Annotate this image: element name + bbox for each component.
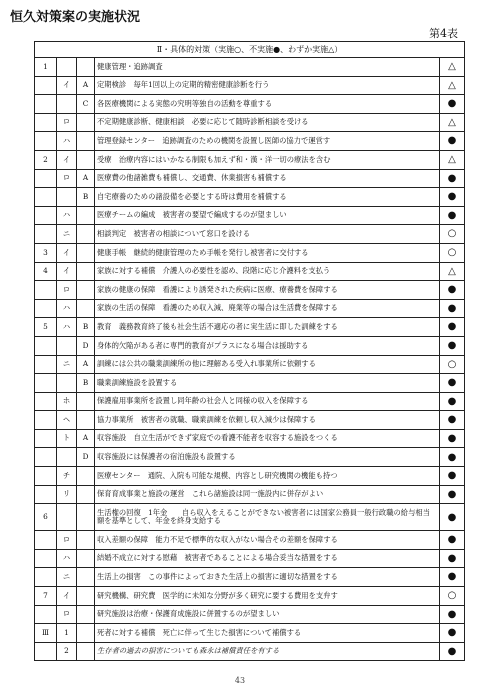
section-number-cell [35, 95, 57, 114]
measure-description-cell: 生活上の損害 この事件によっておきた生活上の損害に適切な措置をする [95, 568, 440, 587]
section-number-cell: Ⅲ [35, 624, 57, 643]
sub-item-cell [77, 642, 95, 661]
item-letter-cell: 1 [57, 624, 77, 643]
status-mark-cell: ○ [440, 587, 465, 606]
section-number-cell [35, 605, 57, 624]
item-letter-cell: ハ [57, 132, 77, 151]
status-mark-cell: ● [440, 299, 465, 318]
status-mark-cell: ● [440, 336, 465, 355]
status-mark-cell: ● [440, 188, 465, 207]
section-number-cell [35, 642, 57, 661]
section-number-cell [35, 281, 57, 300]
item-letter-cell: ヘ [57, 411, 77, 430]
item-letter-cell [57, 336, 77, 355]
section-number-cell [35, 429, 57, 448]
section-number-cell [35, 76, 57, 95]
sub-item-cell: C [77, 95, 95, 114]
item-letter-cell: ロ [57, 169, 77, 188]
table-row [35, 355, 465, 374]
item-letter-cell: ニ [57, 568, 77, 587]
measure-description-cell: 家族の健康の保障 看護により誘発された疾病に医療、療養費を保障する [95, 281, 440, 300]
measure-description-cell: 職業訓練施設を設置する [95, 374, 440, 393]
sub-item-cell [77, 299, 95, 318]
item-letter-cell [57, 95, 77, 114]
measure-description-cell: 医療費の他諸雑費も補償し、交通費、休業損害も補償する [95, 169, 440, 188]
measure-description-cell: 生存者の過去の損害についても森永は補償責任を有する [95, 642, 440, 661]
item-letter-cell: ハ [57, 206, 77, 225]
sub-item-cell: A [77, 355, 95, 374]
item-letter-cell: ハ [57, 549, 77, 568]
item-letter-cell [57, 188, 77, 207]
item-letter-cell: ニ [57, 355, 77, 374]
section-number-cell [35, 374, 57, 393]
item-letter-cell: ロ [57, 281, 77, 300]
section-number-cell [35, 336, 57, 355]
table-row [35, 549, 465, 568]
table-row [35, 624, 465, 643]
sub-item-cell [77, 113, 95, 132]
sub-item-cell [77, 624, 95, 643]
sub-item-cell: B [77, 188, 95, 207]
measure-description-cell: 各医療機関による実態の究明等独自の活動を尊重する [95, 95, 440, 114]
item-letter-cell: チ [57, 467, 77, 486]
item-letter-cell: ロ [57, 531, 77, 550]
item-letter-cell: ハ [57, 318, 77, 337]
table-header: Ⅱ・具体的対策（実施○、不実施●、わずか実施△） [35, 42, 465, 58]
sub-item-cell [77, 485, 95, 504]
item-letter-cell: イ [57, 150, 77, 169]
section-number-cell [35, 485, 57, 504]
status-mark-cell: ● [440, 485, 465, 504]
status-mark-cell: ● [440, 374, 465, 393]
section-number-cell: 2 [35, 150, 57, 169]
status-mark-cell: ● [440, 531, 465, 550]
measure-description-cell: 管理登録センター 追跡調査のための機関を設置し医師の協力で運営す [95, 132, 440, 151]
sub-item-cell: D [77, 448, 95, 467]
item-letter-cell: リ [57, 485, 77, 504]
sub-item-cell [77, 549, 95, 568]
sub-item-cell [77, 262, 95, 281]
status-mark-cell: ● [440, 392, 465, 411]
status-mark-cell: ● [440, 206, 465, 225]
status-mark-cell: ● [440, 549, 465, 568]
item-letter-cell: 2 [57, 642, 77, 661]
section-number-cell [35, 411, 57, 430]
table-row [35, 531, 465, 550]
table-row [35, 281, 465, 300]
section-number-cell [35, 467, 57, 486]
sub-item-cell [77, 243, 95, 262]
section-number-cell [35, 113, 57, 132]
measure-description-cell: 相談判定 被害者の相談について窓口を設ける [95, 225, 440, 244]
measures-table [34, 41, 465, 661]
item-letter-cell: ト [57, 429, 77, 448]
measure-description-cell: 教育 義務教育終了後も社会生活不適応の者に実生活に即した訓練をする [95, 318, 440, 337]
status-mark-cell: ● [440, 642, 465, 661]
table-row [35, 568, 465, 587]
sub-item-cell [77, 132, 95, 151]
section-number-cell [35, 299, 57, 318]
sub-item-cell: B [77, 318, 95, 337]
status-mark-cell: ● [440, 281, 465, 300]
item-letter-cell: イ [57, 76, 77, 95]
table-row [35, 318, 465, 337]
item-letter-cell: ニ [57, 225, 77, 244]
sub-item-cell [77, 206, 95, 225]
measure-description-cell: 結婚不成立に対する慰藉 被害者であることによる場合妥当な措置をする [95, 549, 440, 568]
measure-description-cell: 家族に対する補償 介護人の必要性を認め、段階に応じ介護料を支払う [95, 262, 440, 281]
item-letter-cell [57, 448, 77, 467]
sub-item-cell [77, 225, 95, 244]
status-mark-cell: △ [440, 262, 465, 281]
sub-item-cell: A [77, 169, 95, 188]
status-mark-cell: ● [440, 605, 465, 624]
item-letter-cell: イ [57, 262, 77, 281]
item-letter-cell [57, 374, 77, 393]
measure-description-cell: 保育育成事業と施設の運営 これら諸施設は同一施設内に併存がよい [95, 485, 440, 504]
table-row [35, 336, 465, 355]
measure-description-cell: 定期検診 毎年1回以上の定期的精密健康診断を行う [95, 76, 440, 95]
sub-item-cell [77, 58, 95, 77]
item-letter-cell: ロ [57, 605, 77, 624]
status-mark-cell: ● [440, 169, 465, 188]
measure-description-cell: 健康管理・追跡調査 [95, 58, 440, 77]
table-row [35, 374, 465, 393]
table-row [35, 392, 465, 411]
table-row [35, 113, 465, 132]
page-title: 恒久対策案の実施状況 [10, 10, 141, 25]
sub-item-cell [77, 467, 95, 486]
table-row [35, 299, 465, 318]
sub-item-cell [77, 392, 95, 411]
table-row [35, 605, 465, 624]
section-number-cell [35, 392, 57, 411]
section-number-cell: 4 [35, 262, 57, 281]
table-row [35, 504, 465, 531]
status-mark-cell: △ [440, 76, 465, 95]
table-row [35, 262, 465, 281]
status-mark-cell: △ [440, 150, 465, 169]
section-number-cell: 7 [35, 587, 57, 606]
measure-description-cell: 不定期健康診断、健康相談 必要に応じて随時診断相談を受ける [95, 113, 440, 132]
status-mark-cell: ● [440, 411, 465, 430]
section-number-cell [35, 225, 57, 244]
page-number: 43 [234, 676, 246, 685]
sub-item-cell [77, 150, 95, 169]
table-row [35, 411, 465, 430]
section-number-cell [35, 568, 57, 587]
status-mark-cell: ● [440, 504, 465, 531]
section-number-cell: 6 [35, 504, 57, 531]
section-number-cell [35, 132, 57, 151]
table-row [35, 95, 465, 114]
status-mark-cell: ○ [440, 355, 465, 374]
section-number-cell [35, 206, 57, 225]
table-row [35, 58, 465, 77]
table-header-row [35, 42, 465, 58]
table-row [35, 206, 465, 225]
sub-item-cell: A [77, 429, 95, 448]
measure-description-cell: 研究機構、研究費 医学的に未知な分野が多く研究に要する費用を支弁す [95, 587, 440, 606]
table-row [35, 429, 465, 448]
sub-item-cell [77, 411, 95, 430]
measure-description-cell: 医療センター 通院、入院も可能な規模、内容とし研究機関の機能も持つ [95, 467, 440, 486]
status-mark-cell: △ [440, 58, 465, 77]
status-mark-cell: ● [440, 95, 465, 114]
measure-description-cell: 死者に対する補償 死亡に伴って生じた損害について補償する [95, 624, 440, 643]
table-row [35, 467, 465, 486]
sub-item-cell: B [77, 374, 95, 393]
section-number-cell: 5 [35, 318, 57, 337]
table-row [35, 76, 465, 95]
table-row [35, 243, 465, 262]
table-row [35, 150, 465, 169]
sub-item-cell [77, 587, 95, 606]
sub-item-cell [77, 568, 95, 587]
table-row [35, 587, 465, 606]
measure-description-cell: 健康手帳 継続的健康管理のため手帳を発行し被害者に交付する [95, 243, 440, 262]
measure-description-cell: 協力事業所 被害者の就職、職業訓練を依頼し収入減少は保障する [95, 411, 440, 430]
measure-description-cell: 収容施設 自立生活ができず家庭での看護不能者を収容する施設をつくる [95, 429, 440, 448]
status-mark-cell: ● [440, 624, 465, 643]
section-number-cell: 3 [35, 243, 57, 262]
sub-item-cell [77, 531, 95, 550]
measure-description-cell: 収入差額の保障 能力不足で標準的な収入がない場合その差額を保障する [95, 531, 440, 550]
table-row [35, 485, 465, 504]
measure-description-cell: 身体的欠陥がある者に専門的教育がプラスになる場合は援助する [95, 336, 440, 355]
item-letter-cell: イ [57, 243, 77, 262]
sub-item-cell [77, 281, 95, 300]
status-mark-cell: ● [440, 467, 465, 486]
sub-item-cell: D [77, 336, 95, 355]
item-letter-cell: ロ [57, 113, 77, 132]
status-mark-cell: ● [440, 318, 465, 337]
section-number-cell [35, 448, 57, 467]
measure-description-cell: 自宅療養のための諸設備を必要とする時は費用を補償する [95, 188, 440, 207]
item-letter-cell [57, 58, 77, 77]
measure-description-cell: 保護雇用事業所を設置し同年齢の社会人と同様の収入を保障する [95, 392, 440, 411]
item-letter-cell: ホ [57, 392, 77, 411]
item-letter-cell: ハ [57, 299, 77, 318]
table-row [35, 188, 465, 207]
table-row [35, 642, 465, 661]
section-number-cell [35, 188, 57, 207]
table-number: 第4表 [429, 27, 458, 40]
section-number-cell [35, 169, 57, 188]
table-row [35, 225, 465, 244]
status-mark-cell: ● [440, 132, 465, 151]
section-number-cell: 1 [35, 58, 57, 77]
status-mark-cell: ● [440, 568, 465, 587]
measure-description-cell: 収容施設には保護者の宿泊施設も設置する [95, 448, 440, 467]
measure-description-cell: 生活権の回復 1年金 自ら収入をえることができない被害者には国家公務員一般行政職の給与相当額を基準として、年金を終身支給する [95, 504, 440, 531]
measure-description-cell: 研究施設は治療・保護育成施設に併置するのが望ましい [95, 605, 440, 624]
status-mark-cell: ● [440, 429, 465, 448]
table-row [35, 169, 465, 188]
status-mark-cell: ● [440, 448, 465, 467]
measure-description-cell: 訓練には公共の職業訓練所の他に理解ある受入れ事業所に依頼する [95, 355, 440, 374]
table-row [35, 448, 465, 467]
measure-description-cell: 受療 治療内容にはいかなる制限も加えず和・漢・洋一切の療法を含む [95, 150, 440, 169]
measure-description-cell: 医療チームの編成 被害者の要望で編成するのが望ましい [95, 206, 440, 225]
item-letter-cell: イ [57, 587, 77, 606]
sub-item-cell [77, 504, 95, 531]
table-row [35, 132, 465, 151]
status-mark-cell: △ [440, 113, 465, 132]
item-letter-cell [57, 504, 77, 531]
section-number-cell [35, 531, 57, 550]
measure-description-cell: 家族の生活の保障 看護のため収入減、廃業等の場合は生活費を保障する [95, 299, 440, 318]
sub-item-cell [77, 605, 95, 624]
section-number-cell [35, 355, 57, 374]
status-mark-cell: ○ [440, 243, 465, 262]
section-number-cell [35, 549, 57, 568]
sub-item-cell: A [77, 76, 95, 95]
status-mark-cell: ○ [440, 225, 465, 244]
